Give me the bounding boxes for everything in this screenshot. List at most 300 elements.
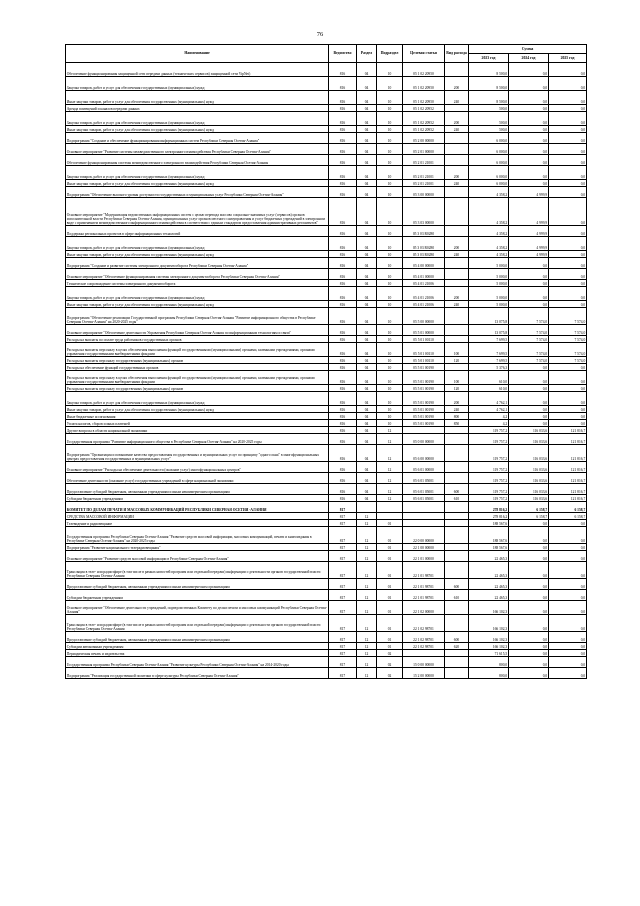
- row-target-article: 05 1 02 20950: [403, 63, 445, 77]
- row-2025: 0,0: [549, 91, 587, 105]
- row-ministry: 816: [329, 325, 357, 336]
- row-subsection: 10: [377, 406, 403, 413]
- row-2024: 0,0: [509, 668, 549, 679]
- row-ministry: 817: [329, 643, 357, 650]
- table-row: [66, 357, 587, 364]
- row-2025: 0,0: [549, 650, 587, 657]
- row-subsection: 01: [377, 579, 403, 590]
- table-row: [66, 601, 587, 615]
- row-target-article: 05 5 01 00190: [403, 364, 445, 371]
- row-2024: 0,0: [509, 579, 549, 590]
- row-target-article: 22 1 02 98701: [403, 632, 445, 643]
- row-expense-type: 200: [445, 237, 469, 251]
- row-expense-type: 240: [445, 180, 469, 187]
- row-2024: 116 033,6: [509, 445, 549, 462]
- row-2024: 0,0: [509, 133, 549, 144]
- row-target-article: 05 3 03 00000: [403, 198, 445, 226]
- row-subsection: 10: [377, 166, 403, 180]
- row-ministry: 816: [329, 144, 357, 155]
- row-2025: 0,0: [549, 105, 587, 112]
- row-target-article: [403, 513, 445, 520]
- row-expense-type: 240: [445, 126, 469, 133]
- row-section: 04: [357, 462, 377, 473]
- row-2023: 119 757,2: [469, 462, 509, 473]
- row-section: 12: [357, 657, 377, 668]
- row-2024: 4 999,9: [509, 251, 549, 258]
- row-section: 04: [357, 133, 377, 144]
- row-expense-type: [445, 336, 469, 343]
- table-row: [66, 527, 587, 544]
- row-expense-type: [445, 133, 469, 144]
- row-section: 04: [357, 287, 377, 301]
- row-expense-type: 610: [445, 495, 469, 502]
- row-2024: 0,0: [509, 280, 549, 287]
- row-name: Периодическая печать и издательства: [66, 650, 329, 657]
- row-name: Подпрограмма "Реализация государственной политики в сфере культуры Республики Северная Осетия-Алания": [66, 668, 329, 679]
- row-subsection: [377, 502, 403, 513]
- row-expense-type: 100: [445, 371, 469, 385]
- table-row: [66, 280, 587, 287]
- row-2023: 5 000,0: [469, 269, 509, 280]
- row-target-article: 05 5 01 00000: [403, 325, 445, 336]
- row-2023: 6 000,0: [469, 133, 509, 144]
- row-2025: 121 816,7: [549, 462, 587, 473]
- row-2024: 116 033,6: [509, 495, 549, 502]
- table-row: [66, 413, 587, 420]
- row-2025: 0,0: [549, 413, 587, 420]
- row-subsection: 10: [377, 180, 403, 187]
- row-expense-type: 600: [445, 484, 469, 495]
- row-section: 04: [357, 187, 377, 198]
- row-ministry: 816: [329, 495, 357, 502]
- row-name: Закупка товаров, работ и услуг для обеспечения государственных (муниципальных) нужд: [66, 392, 329, 406]
- row-section: 12: [357, 632, 377, 643]
- row-name: Иные закупки товаров, работ и услуг для обеспечения государственных (муниципальных) нужд: [66, 180, 329, 187]
- table-row: [66, 63, 587, 77]
- table-row: [66, 562, 587, 579]
- row-ministry: 816: [329, 187, 357, 198]
- row-section: 04: [357, 434, 377, 445]
- row-expense-type: 200: [445, 112, 469, 126]
- row-section: 04: [357, 357, 377, 364]
- table-row: [66, 308, 587, 325]
- row-2023: 166 102,3: [469, 615, 509, 632]
- table-row: [66, 364, 587, 371]
- row-name: Подпрограмма "Создание и развитие системы электронного документооборота Республики Северная Осетия-Алания": [66, 258, 329, 269]
- row-section: 04: [357, 126, 377, 133]
- row-target-article: 05 4 01 21006: [403, 301, 445, 308]
- row-section: 04: [357, 343, 377, 357]
- row-2023: 8 500,0: [469, 63, 509, 77]
- row-target-article: 05 3 03 R0280: [403, 251, 445, 258]
- row-2024: 7 574,0: [509, 308, 549, 325]
- row-section: 04: [357, 269, 377, 280]
- row-section: 04: [357, 301, 377, 308]
- row-2023: 71 615,5: [469, 650, 509, 657]
- row-2024: 0,0: [509, 166, 549, 180]
- row-2025: 0,0: [549, 579, 587, 590]
- table-row: [66, 187, 587, 198]
- row-ministry: 816: [329, 269, 357, 280]
- row-expense-type: [445, 462, 469, 473]
- row-2024: 4 999,9: [509, 237, 549, 251]
- row-expense-type: 600: [445, 632, 469, 643]
- row-2025: 0,0: [549, 301, 587, 308]
- row-section: 04: [357, 155, 377, 166]
- table-row: [66, 91, 587, 105]
- row-target-article: 05 1 02 20950: [403, 91, 445, 105]
- row-subsection: 10: [377, 251, 403, 258]
- row-section: 04: [357, 445, 377, 462]
- row-ministry: 817: [329, 632, 357, 643]
- row-2024: 6 158,7: [509, 502, 549, 513]
- row-ministry: 816: [329, 357, 357, 364]
- row-subsection: 10: [377, 63, 403, 77]
- row-2025: 0,0: [549, 251, 587, 258]
- table-row: [66, 657, 587, 668]
- row-subsection: 10: [377, 77, 403, 91]
- row-ministry: 817: [329, 520, 357, 527]
- row-ministry: 817: [329, 615, 357, 632]
- row-section: 04: [357, 180, 377, 187]
- row-subsection: 01: [377, 632, 403, 643]
- row-expense-type: [445, 226, 469, 237]
- row-subsection: 01: [377, 590, 403, 601]
- row-2023: 13 075,8: [469, 308, 509, 325]
- row-target-article: 22 1 02 00000: [403, 601, 445, 615]
- table-row: [66, 258, 587, 269]
- row-2025: 7 574,0: [549, 336, 587, 343]
- row-2023: 8 500,0: [469, 77, 509, 91]
- row-name: Обеспечение деятельности (оказание услуг) государственных учреждений в сфере национальной экономики: [66, 473, 329, 484]
- row-target-article: 05 5 01 00110: [403, 343, 445, 357]
- row-target-article: 22 0 00 00000: [403, 527, 445, 544]
- row-2024: 116 033,6: [509, 484, 549, 495]
- row-subsection: 10: [377, 280, 403, 287]
- row-2024: 0,0: [509, 562, 549, 579]
- row-target-article: 05 2 01 00000: [403, 144, 445, 155]
- row-2024: 7 574,0: [509, 325, 549, 336]
- row-target-article: 15 0 00 00000: [403, 657, 445, 668]
- row-2023: 4 762,1: [469, 392, 509, 406]
- row-expense-type: [445, 650, 469, 657]
- row-2025: 121 816,7: [549, 473, 587, 484]
- row-expense-type: 200: [445, 287, 469, 301]
- row-ministry: 816: [329, 63, 357, 77]
- row-name: КОМИТЕТ ПО ДЕЛАМ ПЕЧАТИ И МАССОВЫХ КОММУНИКАЦИЙ РЕСПУБЛИКИ СЕВЕРНАЯ ОСЕТИЯ -АЛАНИЯ: [66, 502, 329, 513]
- row-expense-type: [445, 308, 469, 325]
- row-2023: 4 358,2: [469, 237, 509, 251]
- row-2023: 5 000,0: [469, 280, 509, 287]
- row-subsection: 01: [377, 544, 403, 551]
- table-row: [66, 325, 587, 336]
- row-section: 04: [357, 77, 377, 91]
- row-section: 04: [357, 91, 377, 105]
- row-name: Основное мероприятие "Модернизация ведомственных информационных систем с целью перевода массово социально-значимых услуг (сервисов) органов исполнительной власти Республики Северная Осетия-Алания, муниципальных услуг органов местного самоуправления и услуг бюджетных учреждений в электронном виде с применением межведомственного информационного взаимодействия в соответствии с единым стандартом предоставления административных регламентов": [66, 198, 329, 226]
- row-name: Закупка товаров, работ и услуг для обеспечения государственных (муниципальных) нужд: [66, 237, 329, 251]
- row-ministry: 817: [329, 527, 357, 544]
- row-target-article: [403, 520, 445, 527]
- row-target-article: 05 4 01 21006: [403, 280, 445, 287]
- row-section: 12: [357, 650, 377, 657]
- row-target-article: 22 1 01 98701: [403, 579, 445, 590]
- row-name: Телевидение и радиовещание: [66, 520, 329, 527]
- row-subsection: 10: [377, 357, 403, 364]
- row-2024: 116 033,6: [509, 473, 549, 484]
- row-2025: 0,0: [549, 287, 587, 301]
- row-2025: 0,0: [549, 544, 587, 551]
- row-section: 12: [357, 551, 377, 562]
- table-row: [66, 198, 587, 226]
- row-2025: 0,0: [549, 392, 587, 406]
- header-year-2025: 2025 год: [549, 54, 587, 63]
- row-target-article: 05 6 01 05001: [403, 473, 445, 484]
- row-subsection: 10: [377, 364, 403, 371]
- row-target-article: 05 6 01 00000: [403, 462, 445, 473]
- row-2024: 0,0: [509, 126, 549, 133]
- row-2024: 116 033,6: [509, 462, 549, 473]
- row-subsection: 01: [377, 615, 403, 632]
- row-subsection: 10: [377, 258, 403, 269]
- row-ministry: 817: [329, 601, 357, 615]
- row-subsection: 02: [377, 650, 403, 657]
- row-2023: 278 816,2: [469, 502, 509, 513]
- row-target-article: 05 1 02 20952: [403, 112, 445, 126]
- row-name: Основное мероприятие "Расходы на обеспечение деятельности (оказание услуг) многофункциональных центров": [66, 462, 329, 473]
- row-ministry: 816: [329, 385, 357, 392]
- row-2024: 0,0: [509, 155, 549, 166]
- row-name: Подпрограмма "Создание и обеспечение функционирования информационных систем Республики Северная Осетия-Алания": [66, 133, 329, 144]
- row-2024: 0,0: [509, 643, 549, 650]
- row-target-article: 05 5 01 00190: [403, 371, 445, 385]
- row-2023: 7 699,5: [469, 336, 509, 343]
- table-row: [66, 155, 587, 166]
- row-ministry: 816: [329, 198, 357, 226]
- table-row: [66, 544, 587, 551]
- table-row: [66, 392, 587, 406]
- row-2025: 7 574,0: [549, 308, 587, 325]
- budget-table: [65, 44, 587, 679]
- row-2023: 610,0: [469, 385, 509, 392]
- row-expense-type: [445, 105, 469, 112]
- row-section: 04: [357, 226, 377, 237]
- table-row: [66, 144, 587, 155]
- row-ministry: 816: [329, 420, 357, 427]
- row-target-article: 05 2 01 21001: [403, 166, 445, 180]
- row-name: Основное мероприятие "Развитие средств массовой информации в Республике Северная Осетия-Алания": [66, 551, 329, 562]
- row-expense-type: 200: [445, 166, 469, 180]
- row-2024: 4 999,9: [509, 198, 549, 226]
- row-target-article: 05 3 00 00000: [403, 187, 445, 198]
- table-row: [66, 237, 587, 251]
- row-2024: 6 158,7: [509, 513, 549, 520]
- row-2024: 116 033,6: [509, 427, 549, 434]
- row-2024: 0,0: [509, 590, 549, 601]
- row-2023: 800,0: [469, 657, 509, 668]
- row-expense-type: 240: [445, 91, 469, 105]
- row-target-article: 05 6 01 05001: [403, 484, 445, 495]
- row-target-article: 05 1 02 20952: [403, 126, 445, 133]
- row-expense-type: 240: [445, 406, 469, 413]
- row-name: Основное мероприятие "Обеспечение деятельности Управления Республики Северная Осетия-Алания по информационным технологиям и связи": [66, 325, 329, 336]
- row-2025: 0,0: [549, 406, 587, 413]
- row-expense-type: [445, 473, 469, 484]
- row-expense-type: [445, 615, 469, 632]
- row-subsection: 02: [377, 668, 403, 679]
- row-2025: 0,0: [549, 77, 587, 91]
- row-section: 12: [357, 615, 377, 632]
- row-2024: 7 574,0: [509, 357, 549, 364]
- row-2023: 5 000,0: [469, 301, 509, 308]
- row-name: Иные закупки товаров, работ и услуг для обеспечения государственных (муниципальных) нужд: [66, 126, 329, 133]
- row-2023: 6 000,0: [469, 144, 509, 155]
- row-ministry: 817: [329, 668, 357, 679]
- row-section: 12: [357, 520, 377, 527]
- row-section: 04: [357, 198, 377, 226]
- row-2023: 188 567,6: [469, 544, 509, 551]
- table-row: [66, 643, 587, 650]
- table-row: [66, 579, 587, 590]
- row-section: 12: [357, 668, 377, 679]
- row-ministry: 816: [329, 287, 357, 301]
- row-subsection: 12: [377, 427, 403, 434]
- row-ministry: 816: [329, 336, 357, 343]
- row-subsection: 10: [377, 269, 403, 280]
- row-2023: 610,0: [469, 371, 509, 385]
- row-name: Уплата налогов, сборов и иных платежей: [66, 420, 329, 427]
- table-row: [66, 301, 587, 308]
- row-section: 12: [357, 513, 377, 520]
- row-expense-type: 120: [445, 357, 469, 364]
- row-subsection: 10: [377, 392, 403, 406]
- row-subsection: 12: [377, 484, 403, 495]
- row-target-article: 05 6 00 00000: [403, 445, 445, 462]
- row-name: Подпрограмма "Развитие национального телерадиовещания": [66, 544, 329, 551]
- row-ministry: 816: [329, 392, 357, 406]
- row-2024: 0,0: [509, 364, 549, 371]
- row-2023: 4,2: [469, 413, 509, 420]
- row-ministry: 817: [329, 579, 357, 590]
- row-ministry: 816: [329, 473, 357, 484]
- row-2025: 0,0: [549, 643, 587, 650]
- row-section: 04: [357, 413, 377, 420]
- row-subsection: 10: [377, 343, 403, 357]
- row-expense-type: [445, 544, 469, 551]
- row-subsection: 12: [377, 445, 403, 462]
- row-target-article: 05 4 00 00000: [403, 258, 445, 269]
- row-name: Подпрограмма "Организация и повышение качества предоставления государственных и муниципальных услуг по принципу "одного окна" в многофункциональных центрах предоставления государственных и муниципальных услуг": [66, 445, 329, 462]
- header-name: Наименование: [66, 45, 329, 63]
- row-ministry: 817: [329, 590, 357, 601]
- row-name: Предоставление субсидий бюджетным, автономным учреждениям и иным некоммерческим организациям: [66, 579, 329, 590]
- row-subsection: 10: [377, 105, 403, 112]
- row-2023: 500,0: [469, 126, 509, 133]
- row-expense-type: 240: [445, 251, 469, 258]
- row-target-article: 05 3 03 R0280: [403, 237, 445, 251]
- row-expense-type: 610: [445, 590, 469, 601]
- row-subsection: 12: [377, 495, 403, 502]
- row-name: Государственная программа Республики Северная Осетия-Алания "Развитие культуры Республики Северная Осетия-Алания" на 2014-2020 годы: [66, 657, 329, 668]
- row-subsection: 12: [377, 434, 403, 445]
- row-ministry: 816: [329, 427, 357, 434]
- table-row: [66, 615, 587, 632]
- row-2025: 7 574,0: [549, 325, 587, 336]
- row-2025: 0,0: [549, 590, 587, 601]
- row-2025: 0,0: [549, 668, 587, 679]
- row-name: Расходы на выплаты персоналу государственных (муниципальных) органов: [66, 357, 329, 364]
- row-subsection: 10: [377, 287, 403, 301]
- row-expense-type: 800: [445, 413, 469, 420]
- row-2023: 6 000,0: [469, 155, 509, 166]
- row-target-article: 05 3 03 R0280: [403, 226, 445, 237]
- row-name: СРЕДСТВА МАССОВОЙ ИНФОРМАЦИИ: [66, 513, 329, 520]
- row-target-article: 05 2 01 21001: [403, 155, 445, 166]
- row-subsection: 10: [377, 226, 403, 237]
- row-expense-type: [445, 527, 469, 544]
- row-2024: 0,0: [509, 144, 549, 155]
- row-2023: 119 757,2: [469, 473, 509, 484]
- row-expense-type: [445, 551, 469, 562]
- row-name: Обеспечение функционирования защищенной сети передачи данных (технических сервисов) защищенной сети VipNet): [66, 63, 329, 77]
- row-expense-type: [445, 562, 469, 579]
- row-subsection: 01: [377, 520, 403, 527]
- table-row: [66, 269, 587, 280]
- row-2024: 0,0: [509, 112, 549, 126]
- row-expense-type: [445, 445, 469, 462]
- row-target-article: [403, 650, 445, 657]
- row-2023: 4 762,1: [469, 406, 509, 413]
- row-name: Расходы на выплаты персоналу в целях обеспечения выполнения функций государственными (муниципальными) органами, казенными учреждениями, органами управления государственными внебюджетными фондами: [66, 343, 329, 357]
- row-2024: 0,0: [509, 657, 549, 668]
- row-subsection: 10: [377, 371, 403, 385]
- row-section: 04: [357, 495, 377, 502]
- row-section: 04: [357, 63, 377, 77]
- row-2023: 119 757,2: [469, 434, 509, 445]
- row-target-article: 05 1 02 20952: [403, 105, 445, 112]
- row-target-article: 22 1 01 98701: [403, 562, 445, 579]
- row-name: Иные закупки товаров, работ и услуг для обеспечения государственных (муниципальных) нужд: [66, 301, 329, 308]
- row-ministry: 816: [329, 77, 357, 91]
- row-section: 04: [357, 392, 377, 406]
- row-2023: 22 465,3: [469, 579, 509, 590]
- row-subsection: 10: [377, 308, 403, 325]
- row-expense-type: [445, 601, 469, 615]
- row-2023: 22 465,3: [469, 562, 509, 579]
- row-subsection: 10: [377, 237, 403, 251]
- row-subsection: 10: [377, 336, 403, 343]
- table-row: [66, 371, 587, 385]
- row-name: Иные бюджетные ассигнования: [66, 413, 329, 420]
- row-2025: 0,0: [549, 112, 587, 126]
- row-name: Закупка товаров, работ и услуг для обеспечения государственных (муниципальных) нужд: [66, 287, 329, 301]
- row-section: 12: [357, 544, 377, 551]
- row-2025: 0,0: [549, 63, 587, 77]
- row-target-article: 05 1 02 20950: [403, 77, 445, 91]
- row-target-article: 05 4 01 21006: [403, 287, 445, 301]
- row-section: 04: [357, 251, 377, 258]
- row-name: Другие вопросы в области национальной экономики: [66, 427, 329, 434]
- row-ministry: 816: [329, 237, 357, 251]
- row-target-article: [403, 427, 445, 434]
- row-ministry: 816: [329, 155, 357, 166]
- row-2025: 121 816,7: [549, 434, 587, 445]
- row-2025: 0,0: [549, 280, 587, 287]
- row-2024: 0,0: [509, 371, 549, 385]
- row-2023: 119 757,2: [469, 495, 509, 502]
- row-name: Расходы на обеспечение функций государственных органов: [66, 364, 329, 371]
- table-row: [66, 473, 587, 484]
- row-ministry: 816: [329, 484, 357, 495]
